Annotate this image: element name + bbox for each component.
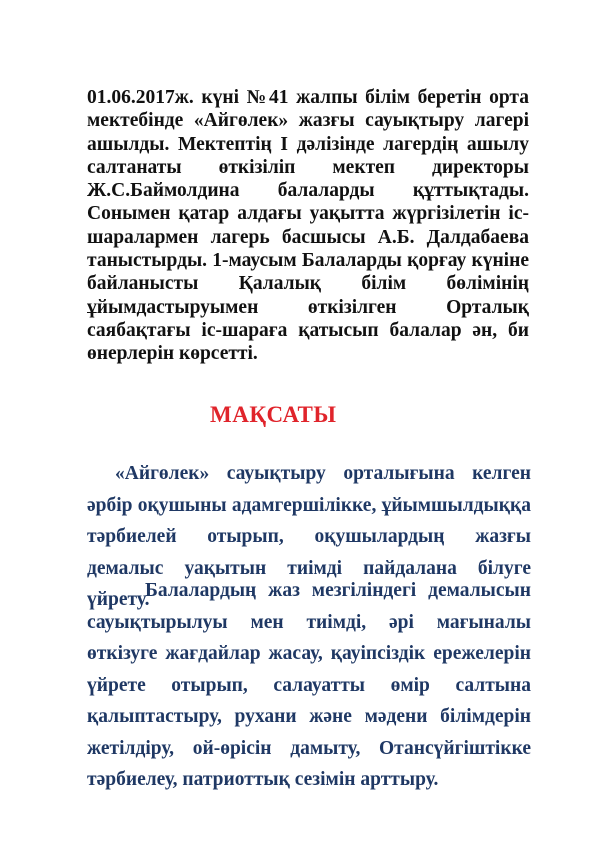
section-heading: МАҚСАТЫ [210,402,337,427]
intro-paragraph: 01.06.2017ж. күні №41 жалпы білім беретін орта мектебінде «Айгөлек» жазғы сауықтыру лагері ашылды. Мектептің І дәлізінде лагердің ашылу салтанаты өткізіліп мектеп директоры Ж.С.Баймолдина балаларды құттықтады. Сонымен қатар алдағы уақытта жүргізілетін іс-шаралармен лагерь басшысы А.Б. Далдабаева таныстырды. 1-маусым Балаларды қорғау күніне байланысты Қалалық білім бөлімінің ұйымдастыруымен өткізілген Орталық саябақтағы іс-шараға қатысып балалар ән, би өнерлерін көрсетті. [87,87,529,365]
goal-paragraph-2: Балалардың жаз мезгіліндегі демалысын сауықтырылуы мен тиімді, әрі мағыналы өткізуге жағдайлар жасау, қауіпсіздік ережелерін үйрете отырып, салауатты өмір салтына қалыптастыру, рухани және мәдени білімдерін жетілдіру, ой-өрісін дамыту, Отансүйгіштікке тәрбиелеу, патриоттық сезімін арттыру. [87,580,531,790]
goal-paragraph-1: «Айгөлек» сауықтыру орталығына келген әрбір оқушыны адамгершілікке, ұйымшылдыққа тәрбиелей отырып, оқушылардың жазғы демалыс уақытын тиімді пайдалана білуге үйрету. [87,463,531,610]
